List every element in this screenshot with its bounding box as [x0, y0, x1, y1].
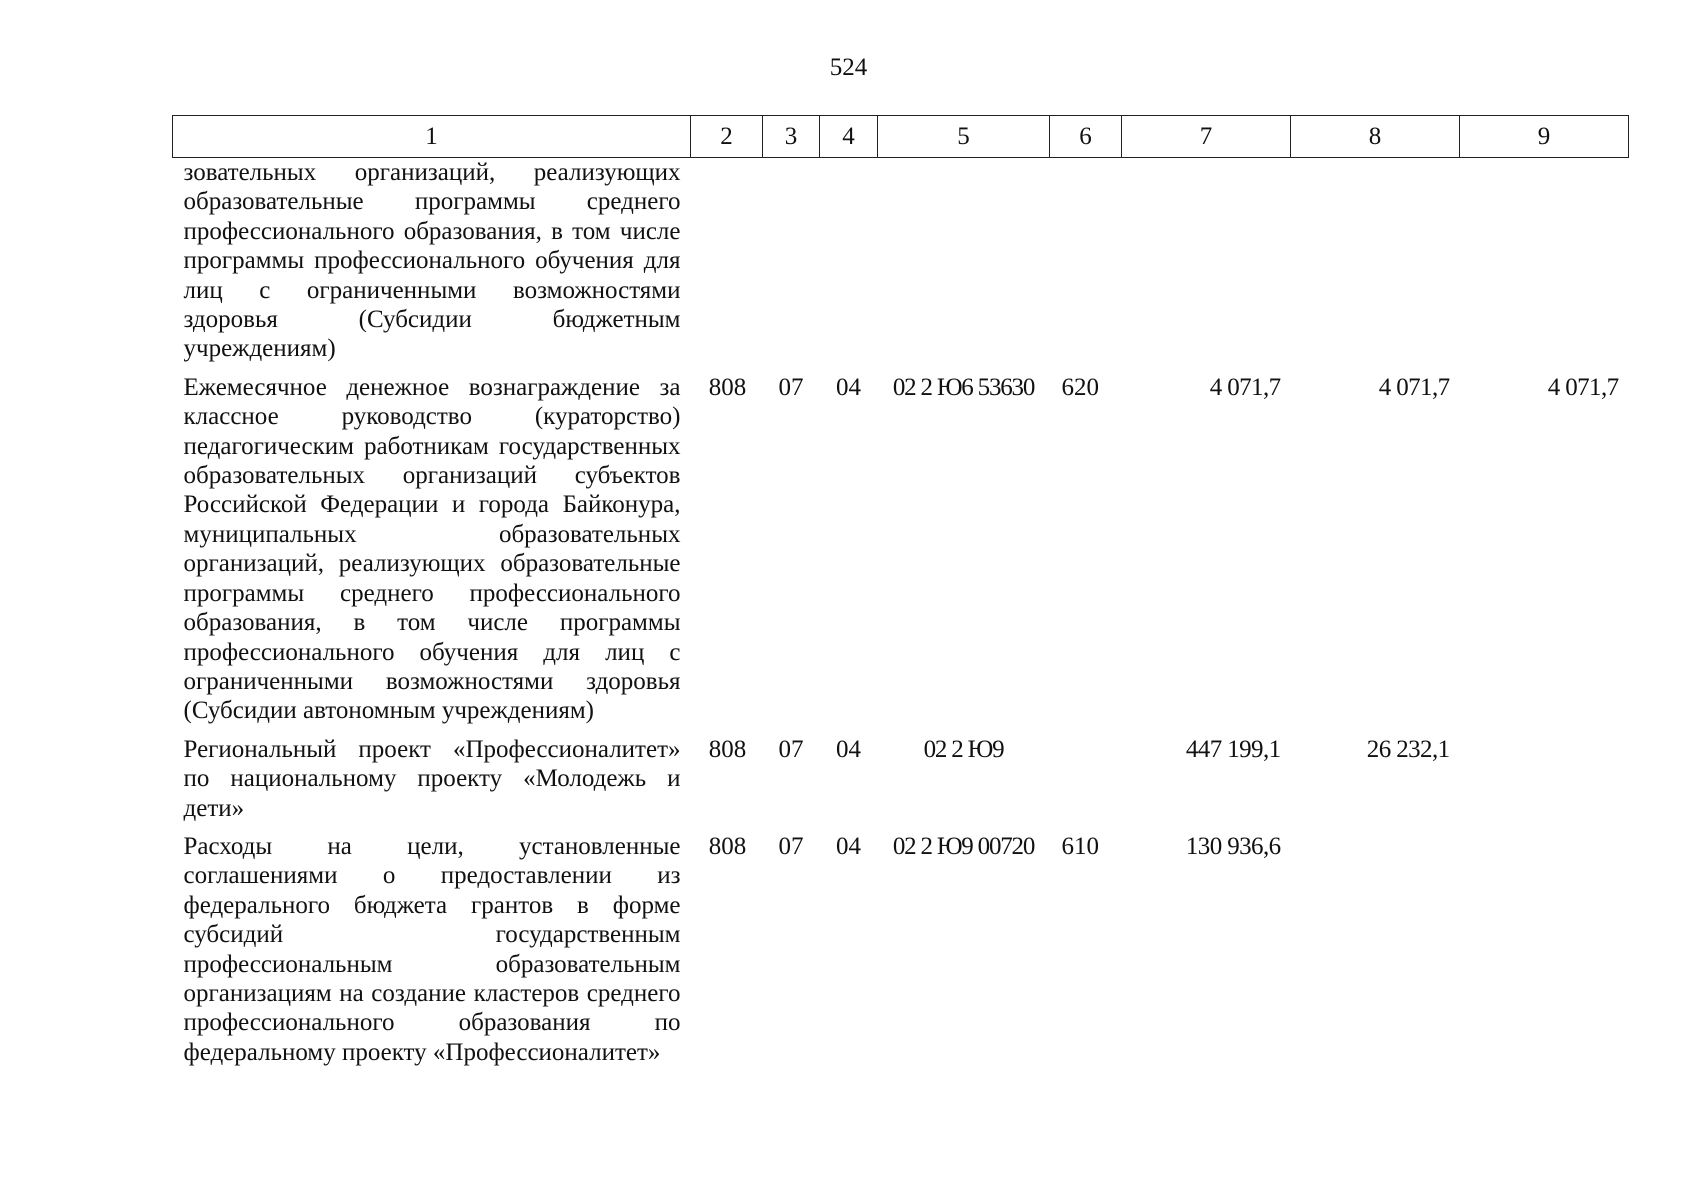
- row-expense-type: [1050, 726, 1122, 823]
- row-target-article: 02 2 Ю6 53630: [892, 373, 1035, 401]
- row-amount-3: 4 071,7: [1547, 373, 1619, 401]
- table-row: [173, 364, 1629, 726]
- column-header-3: 3: [763, 116, 820, 158]
- row-amount-3: [1460, 726, 1629, 823]
- row-ministry: 808: [708, 373, 747, 401]
- row-subsection: [820, 158, 878, 364]
- row-target-article: 02 2 Ю9: [923, 735, 1004, 763]
- column-header-5: 5: [878, 116, 1050, 158]
- row-subsection: 04: [836, 735, 861, 763]
- row-ministry: 808: [708, 735, 747, 763]
- row-amount-3: [1460, 158, 1629, 364]
- column-header-1: 1: [173, 116, 691, 158]
- row-section: 07: [778, 735, 804, 763]
- row-description: зовательных организаций, реализующих образовательные программы среднего профессионального образования, в том числе программы профессионального обучения для лиц с ограниченными возможностями здоровья (Субсидии бюджетным учреждениям): [183, 159, 681, 363]
- row-subsection: 04: [836, 373, 861, 401]
- row-description: Ежемесячное денежное вознаграждение за классное руководство (кураторство) педагогическим работникам государственных образовательных организаций субъектов Российской Федерации и города Байконура, муниципальных образовательных организаций, реализующих образовательные программы среднего профессионального образования, в том числе программы профессионального обучения для лиц с ограниченными возможностями здоровья (Субсидии автономным учреждениям): [183, 373, 681, 725]
- row-subsection: 04: [836, 832, 861, 860]
- row-ministry: 808: [708, 832, 747, 860]
- row-amount-1: 130 936,6: [1185, 832, 1281, 860]
- row-expense-type: 620: [1061, 373, 1099, 401]
- row-section: [763, 158, 820, 364]
- page-number: 524: [829, 54, 868, 81]
- row-ministry: [691, 158, 763, 364]
- row-section: 07: [778, 373, 804, 401]
- row-expense-type: [1050, 158, 1122, 364]
- budget-table: [172, 115, 1629, 1067]
- row-amount-2: [1291, 823, 1460, 1067]
- column-header-7: 7: [1122, 116, 1291, 158]
- row-expense-type: 610: [1061, 832, 1099, 860]
- table-row: [173, 726, 1629, 823]
- row-section: 07: [778, 832, 804, 860]
- column-header-9: 9: [1460, 116, 1629, 158]
- row-target-article: [878, 158, 1050, 364]
- table-row: [173, 823, 1629, 1067]
- row-amount-1: [1122, 158, 1291, 364]
- row-amount-2: 26 232,1: [1366, 735, 1450, 763]
- column-header-2: 2: [691, 116, 763, 158]
- column-header-4: 4: [820, 116, 878, 158]
- table-header: [173, 116, 1629, 158]
- row-amount-3: [1460, 823, 1629, 1067]
- row-description: Региональный проект «Профессионалитет» по национальному проекту «Молодежь и дети»: [183, 735, 681, 822]
- row-target-article: 02 2 Ю9 00720: [892, 832, 1035, 860]
- row-amount-2: [1291, 158, 1460, 364]
- table-body: [173, 158, 1629, 1068]
- header-row: [173, 116, 1629, 158]
- row-amount-2: 4 071,7: [1378, 373, 1450, 401]
- column-header-8: 8: [1291, 116, 1460, 158]
- row-amount-1: 447 199,1: [1185, 735, 1281, 763]
- row-amount-1: 4 071,7: [1209, 373, 1281, 401]
- column-header-6: 6: [1050, 116, 1122, 158]
- table-row: [173, 158, 1629, 364]
- row-description: Расходы на цели, установленные соглашениями о предоставлении из федерального бюджета грантов в форме субсидий государственным профессиональным образовательным организациям на создание кластеров среднего профессионального образования по федеральному проекту «Профессионалитет»: [183, 832, 681, 1066]
